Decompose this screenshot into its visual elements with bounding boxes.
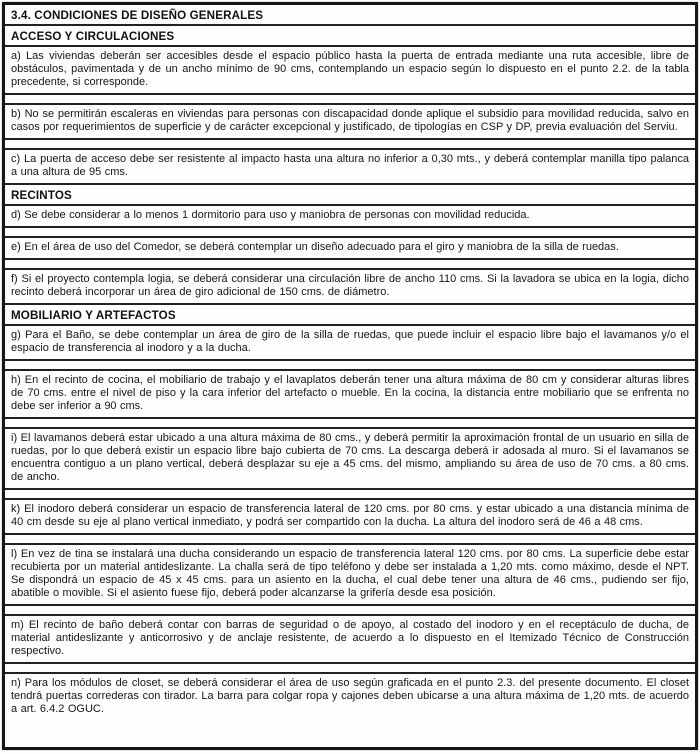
spacer-row — [5, 606, 695, 616]
item-paragraph-a: a) Las viviendas deberán ser accesibles desde el espacio público hasta la puerta de entrada mediante una ruta accesible, libre de obstáculos, pavimentada y de un ancho mínimo de 90 cms, contemplando un espacio según lo dispuesto en el punto 2.2. de la tabla precedente, si corresponde. — [5, 47, 695, 95]
spacer-row — [5, 228, 695, 238]
item-paragraph-f: f) Si el proyecto contempla logia, se deberá considerar una circulación libre de ancho 110 cms. Si la lavadora se ubica en la logia, dicho recinto deberá incorporar un área de giro adicional de 150 cms. de diámetro. — [5, 270, 695, 305]
spacer-row — [5, 95, 695, 105]
spacer-row — [5, 260, 695, 270]
section-header-recintos: RECINTOS — [5, 185, 695, 206]
spacer-row — [5, 664, 695, 674]
design-conditions-table — [2, 2, 698, 750]
spacer-row — [5, 419, 695, 429]
item-paragraph-g: g) Para el Baño, se debe contemplar un área de giro de la silla de ruedas, que puede incluir el espacio libre bajo el lavamanos y/o el espacio de transferencia al inodoro y a la ducha. — [5, 326, 695, 361]
item-paragraph-n: n) Para los módulos de closet, se deberá considerar el área de uso según graficada en el punto 2.3. del presente documento. El closet tendrá puertas correderas con tirador. La barra para colgar ropa y cajones deben ubicarse a una altura máxima de 1,20 mts. de acuerdo a art. 6.4.2 OGUC. — [5, 674, 695, 720]
item-paragraph-d: d) Se debe considerar a lo menos 1 dormitorio para uso y maniobra de personas con movilidad reducida. — [5, 206, 695, 228]
section-header-acceso-y-circulaciones: ACCESO Y CIRCULACIONES — [5, 26, 695, 47]
spacer-row — [5, 490, 695, 500]
item-paragraph-i: i) El lavamanos deberá estar ubicado a una altura máxima de 80 cms., y deberá permitir la aproximación frontal de un usuario en silla de ruedas, por lo que deberá existir un espacio libre bajo cubierta de 70 cms. La descarga deberá ir adosada al muro. Si el lavamanos se encuentra contiguo a un plano vertical, deberá desplazar su eje a 45 cms. del mismo, ampliando su área de uso de 70 cms. a 80 cms. de ancho. — [5, 429, 695, 490]
spacer-row — [5, 535, 695, 545]
spacer-row — [5, 361, 695, 371]
item-paragraph-e: e) En el área de uso del Comedor, se deberá contemplar un diseño adecuado para el giro y maniobra de la silla de ruedas. — [5, 238, 695, 260]
item-paragraph-c: c) La puerta de acceso debe ser resistente al impacto hasta una altura no inferior a 0,30 mts., y deberá contemplar manilla tipo palanca a una altura de 95 cms. — [5, 150, 695, 185]
section-header-mobiliario-y-artefactos: MOBILIARIO Y ARTEFACTOS — [5, 305, 695, 326]
item-paragraph-h: h) En el recinto de cocina, el mobiliario de trabajo y el lavaplatos deberán tener una altura máxima de 80 cm y considerar alturas libres de 70 cms. entre el nivel de piso y la cara inferior del artefacto o mueble. En la cocina, la distancia entre mobiliario que se enfrenta no debe ser inferior a 90 cms. — [5, 371, 695, 419]
item-paragraph-m: m) El recinto de baño deberá contar con barras de seguridad o de apoyo, al costado del inodoro y en el receptáculo de ducha, de material antideslizante y anticorrosivo y de anclaje resistente, de acuerdo a lo dispuesto en el Itemizado Técnico de Construcción respectivo. — [5, 616, 695, 664]
spacer-row — [5, 140, 695, 150]
document-title: 3.4. CONDICIONES DE DISEÑO GENERALES — [5, 5, 695, 26]
item-paragraph-b: b) No se permitirán escaleras en viviendas para personas con discapacidad donde aplique el subsidio para movilidad reducida, salvo en casos por requerimientos de superficie y de carácter excepcional y justificado, de tipologías en CSP y DP, previa evaluación del Serviu. — [5, 105, 695, 140]
item-paragraph-l: l) En vez de tina se instalará una ducha considerando un espacio de transferencia lateral 120 cms. por 80 cms. La superficie debe estar recubierta por un material antideslizante. La challa será de tipo teléfono y debe ser instalada a 1,20 mts. como máximo, desde el NPT. Se dispondrá un espacio de 45 x 45 cms. para un asiento en la ducha, el cual debe tener una altura de 46 cms., pudiendo ser fijo, abatible o movible. Si el asiento fuese fijo, deberá poder alcanzarse la grifería desde esa posición. — [5, 545, 695, 606]
item-paragraph-k: k) El inodoro deberá considerar un espacio de transferencia lateral de 120 cms. por 80 cms. y estar ubicado a una distancia mínima de 40 cm desde su eje al plano vertical inmediato, y podrá ser compartido con la ducha. La altura del inodoro será de 46 a 48 cms. — [5, 500, 695, 535]
